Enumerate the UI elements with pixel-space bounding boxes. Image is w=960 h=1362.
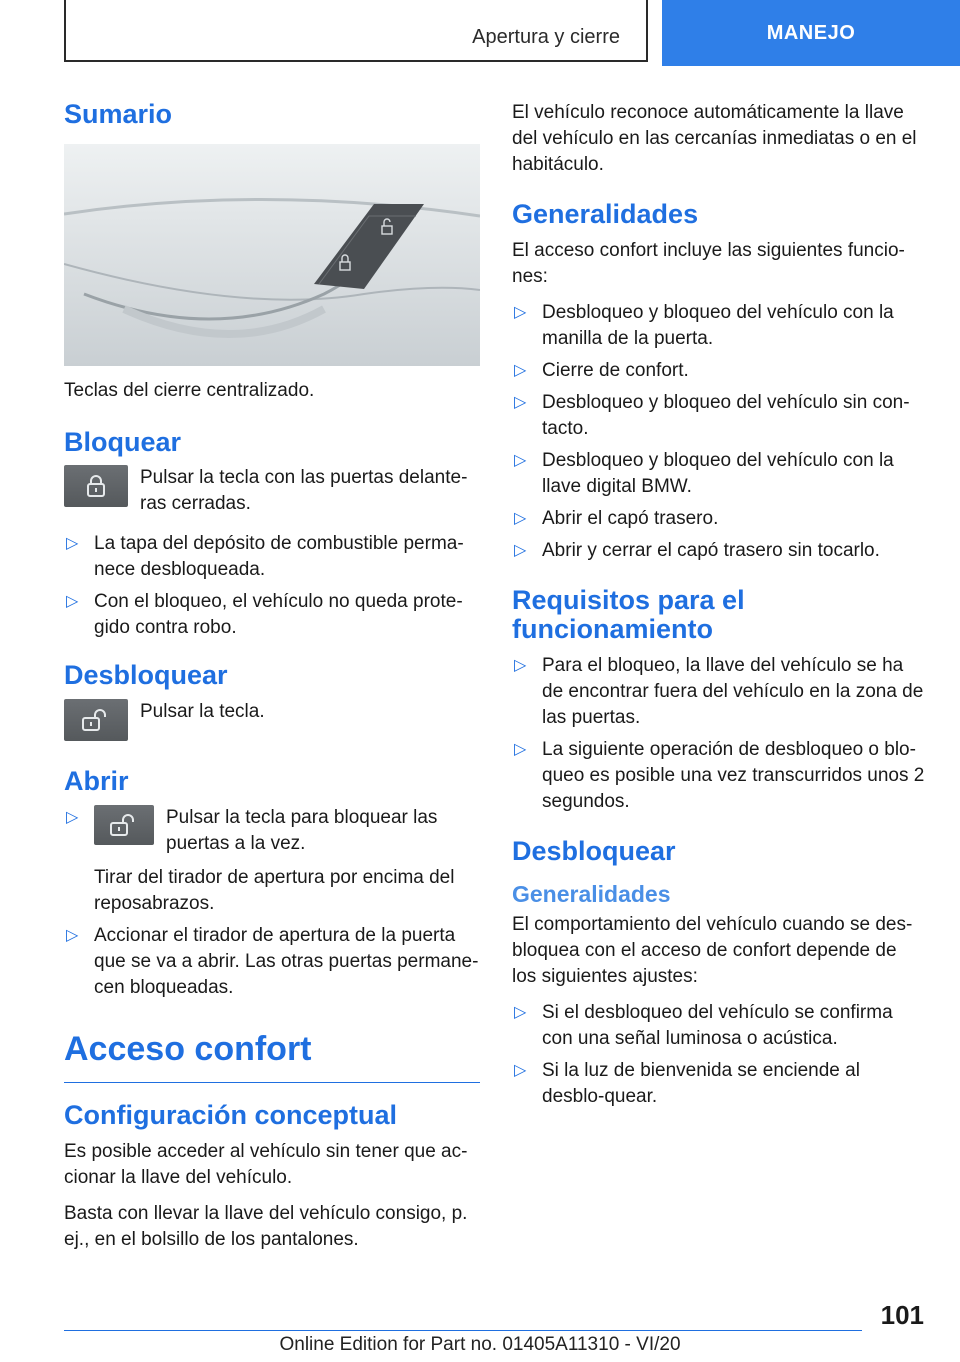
- bullet-mark: ▷: [66, 593, 79, 611]
- bullet-mark: ▷: [66, 808, 79, 826]
- footer-divider: [64, 1330, 862, 1331]
- desbloquear-text: Pulsar la tecla.: [140, 701, 265, 723]
- abrir-step-subtext: Tirar del tirador de apertura por encima del reposabrazos.: [94, 866, 455, 914]
- page-number: 101: [880, 1300, 924, 1330]
- unlock-key-icon: [94, 805, 154, 845]
- header-chapter-label: MANEJO: [766, 21, 856, 44]
- bullet-mark: ▷: [66, 535, 79, 553]
- desbloquear-right-bullets: [512, 1000, 926, 1110]
- list-item: ▷ Accionar el tirador de apertura de la puerta que se va a abrir. Las otras puertas permane-cen bloqueadas.: [66, 924, 479, 998]
- bullet-mark: ▷: [514, 1061, 527, 1079]
- photo-caption: Teclas del cierre centralizado.: [64, 379, 315, 401]
- right-column: [512, 100, 926, 1124]
- bloquear-bullets: [64, 531, 480, 641]
- list-item: ▷ La siguiente operación de desbloqueo o blo-queo es posible una vez transcurridos unos 2 segundos.: [514, 739, 925, 813]
- bullet-mark: ▷: [514, 509, 527, 527]
- list-item: ▷ Si el desbloqueo del vehículo se confirma con una señal luminosa o acústica.: [514, 1001, 893, 1049]
- generalidades-heading: Generalidades: [512, 199, 699, 229]
- sumario-heading: Sumario: [64, 99, 173, 129]
- section-divider: [64, 1082, 480, 1083]
- bullet-mark: ▷: [514, 361, 527, 379]
- bullet-mark: ▷: [514, 541, 527, 559]
- unlock-key-icon: [64, 699, 128, 741]
- bullet-mark: ▷: [514, 657, 527, 675]
- door-handle-photo: [64, 144, 480, 366]
- list-item: ▷ Desbloqueo y bloqueo del vehículo sin con-tacto.: [514, 391, 910, 439]
- config-paragraph-1: Es posible acceder al vehículo sin tener que ac-cionar la llave del vehículo.: [64, 1140, 468, 1188]
- bullet-mark: ▷: [514, 393, 527, 411]
- list-item: ▷ La tapa del depósito de combustible perma-nece desbloqueada.: [66, 533, 464, 581]
- page-header: [0, 0, 960, 66]
- bloquear-instruction: [64, 465, 480, 517]
- left-column: [64, 100, 480, 1263]
- bullet-mark: ▷: [66, 926, 79, 944]
- list-item: ▷ Si la luz de bienvenida se enciende al desblo-quear.: [514, 1059, 860, 1107]
- requisitos-heading: Requisitos para el funcionamiento: [512, 584, 745, 645]
- generalidades-bullets: [512, 300, 926, 564]
- abrir-heading: Abrir: [64, 766, 129, 797]
- list-item: ▷ Desbloqueo y bloqueo del vehículo con la manilla de la puerta.: [514, 301, 894, 349]
- generalidades-subheading: Generalidades: [512, 880, 671, 907]
- header-chapter-tab: [662, 0, 960, 66]
- bloquear-heading: Bloquear: [64, 426, 182, 457]
- header-section-box: [64, 0, 648, 62]
- desbloquear-heading: Desbloquear: [64, 660, 228, 691]
- abrir-bullets: [64, 805, 480, 1001]
- abrir-step-text: Pulsar la tecla para bloquear las puertas a la vez.: [166, 806, 438, 854]
- list-item: ▷ Desbloqueo y bloqueo del vehículo con la llave digital BMW.: [514, 449, 894, 497]
- acceso-confort-heading: Acceso confort: [64, 1029, 312, 1068]
- list-item: [64, 805, 480, 917]
- desbloquear-right-heading: Desbloquear: [512, 836, 676, 867]
- footer-edition: Online Edition for Part no. 01405A11310 - VI/20: [279, 1334, 681, 1355]
- generalidades-text: El acceso confort incluye las siguientes funcio-nes:: [512, 239, 905, 287]
- list-item: ▷ Para el bloqueo, la llave del vehículo se ha de encontrar fuera del vehículo en la zona de las puertas.: [514, 655, 924, 729]
- bullet-mark: ▷: [514, 451, 527, 469]
- desbloquear-right-text: El comportamiento del vehículo cuando se des-bloquea con el acceso de confort depende de los siguientes ajustes:: [512, 913, 913, 987]
- configuracion-heading: Configuración conceptual: [64, 1100, 398, 1131]
- list-item: ▷ Cierre de confort.: [512, 358, 926, 384]
- header-section-title: Apertura y cierre: [472, 26, 620, 48]
- bullet-mark: ▷: [514, 1003, 527, 1021]
- desbloquear-instruction: [64, 699, 480, 741]
- config-paragraph-2: Basta con llevar la llave del vehículo consigo, p. ej., en el bolsillo de los pantalones.: [64, 1202, 468, 1250]
- requisitos-bullets: [512, 653, 926, 815]
- door-handle-illustration: [64, 144, 480, 366]
- list-item: ▷ Abrir y cerrar el capó trasero sin tocarlo.: [512, 538, 926, 564]
- bullet-mark: ▷: [514, 303, 527, 321]
- bullet-mark: ▷: [514, 741, 527, 759]
- bloquear-text: Pulsar la tecla con las puertas delante-ras cerradas.: [140, 467, 468, 515]
- list-item: ▷ Con el bloqueo, el vehículo no queda prote-gido contra robo.: [66, 591, 463, 639]
- intro-paragraph: El vehículo reconoce automáticamente la llave del vehículo en las cercanías inmediatas o en el habitáculo.: [512, 102, 917, 175]
- lock-key-icon: [64, 465, 128, 507]
- list-item: ▷ Abrir el capó trasero.: [512, 506, 926, 532]
